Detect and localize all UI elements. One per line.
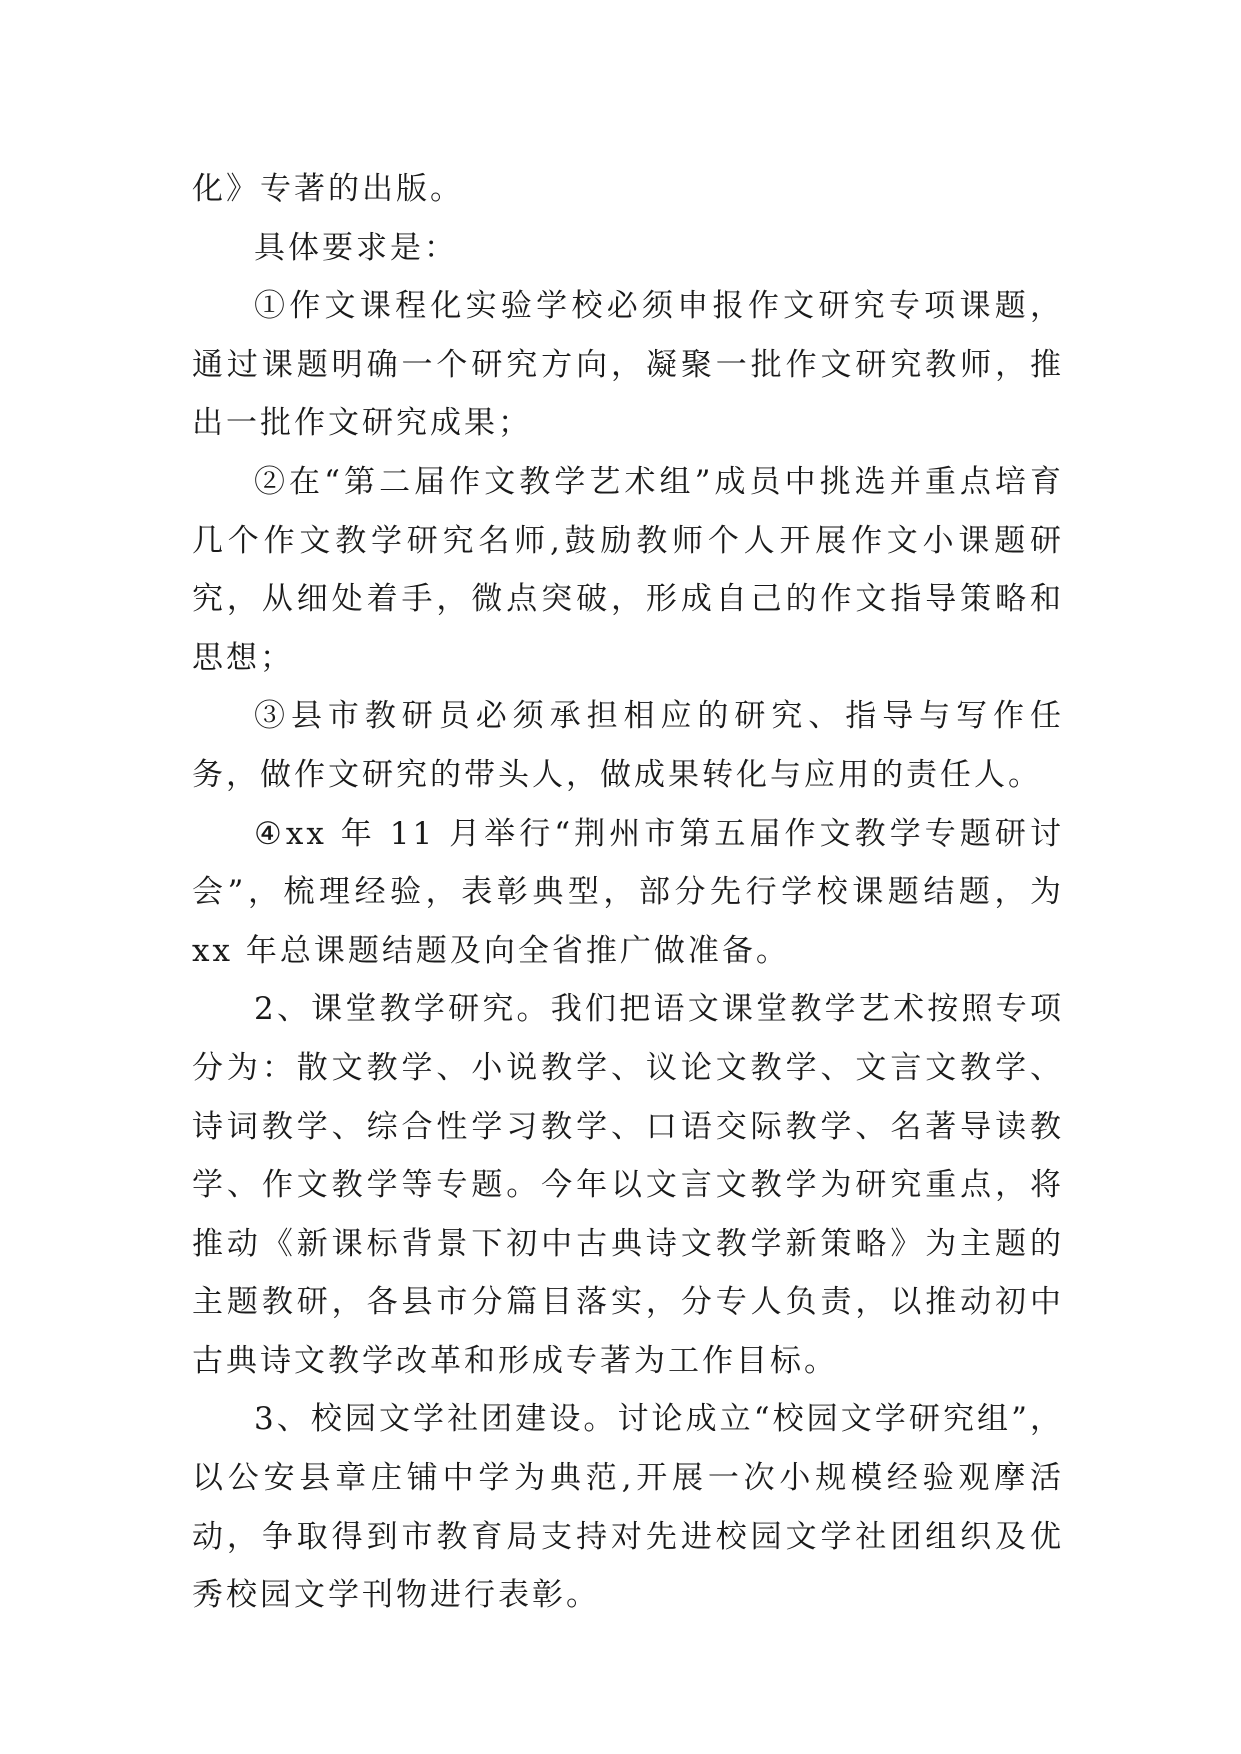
paragraph-requirement-1: ①作文课程化实验学校必须申报作文研究专项课题，通过课题明确一个研究方向，凝聚一批作文研究教师，推出一批作文研究成果； xyxy=(192,288,1064,442)
paragraph-requirement-2: ②在“第二届作文教学艺术组”成员中挑选并重点培育几个作文教学研究名师,鼓励教师个人开展作文小课题研究，从细处着手，微点突破，形成自己的作文指导策略和思想； xyxy=(192,463,1064,676)
paragraph-requirement-4: ④xx 年 11 月举行“荆州市第五届作文教学专题研讨会”，梳理经验，表彰典型，部分先行学校课题结题，为 xx 年总课题结题及向全省推广做准备。 xyxy=(192,815,1064,969)
paragraph-requirement-3: ③县市教研员必须承担相应的研究、指导与写作任务，做作文研究的带头人，做成果转化与应用的责任人。 xyxy=(192,698,1064,793)
paragraph-requirements-intro: 具体要求是： xyxy=(254,229,458,266)
paragraph-continuation: 化》专著的出版。 xyxy=(192,171,464,207)
document-body xyxy=(192,160,1064,1625)
paragraph-literary-club: 3、校园文学社团建设。讨论成立“校园文学研究组”，以公安县章庄铺中学为典范,开展一次小规模经验观摩活动，争取得到市教育局支持对先进校园文学社团组织及优秀校园文学刊物进行表彰。 xyxy=(192,1401,1064,1614)
paragraph-classroom-research: 2、课堂教学研究。我们把语文课堂教学艺术按照专项分为：散文教学、小说教学、议论文教学、文言文教学、诗词教学、综合性学习教学、口语交际教学、名著导读教学、作文教学等专题。今年以文言文教学为研究重点，将推动《新课标背景下初中古典诗文教学新策略》为主题的主题教研，各县市分篇目落实，分专人负责，以推动初中古典诗文教学改革和形成专著为工作目标。 xyxy=(192,991,1064,1379)
